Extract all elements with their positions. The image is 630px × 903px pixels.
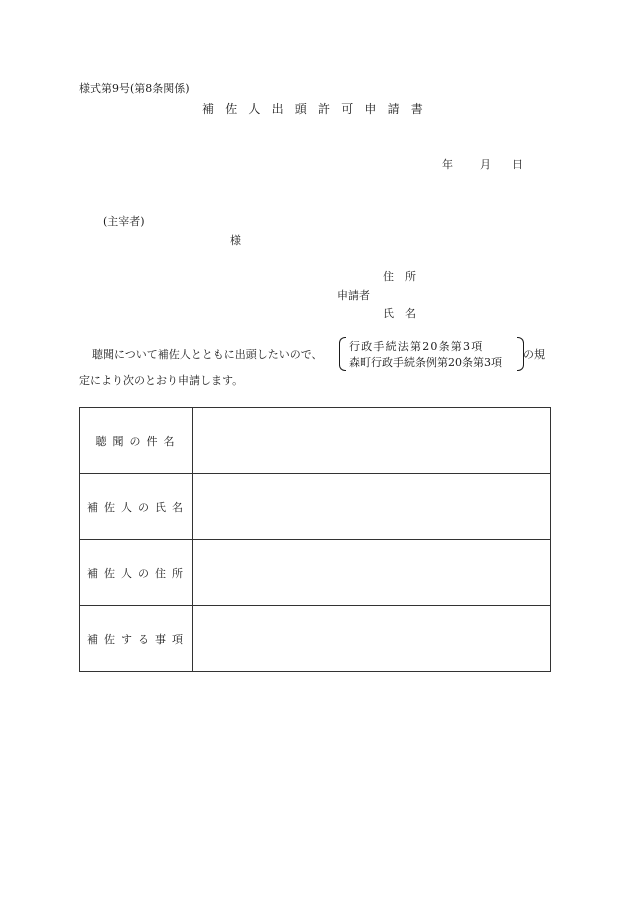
table-row (80, 540, 551, 606)
law-option-1: 行政手続法第20条第3項 (349, 340, 484, 353)
table-row (80, 408, 551, 474)
law-option-2: 森町行政手続条例第20条第3項 (349, 356, 502, 369)
organizer-label: (主宰者) (103, 215, 145, 228)
field-assistance-matters[interactable] (193, 606, 551, 672)
row-label-hearing-subject: 聴聞の件名 (80, 408, 193, 474)
date-day-label: 日 (512, 158, 523, 171)
row-label-assistant-address: 補佐人の住所 (80, 540, 193, 606)
field-assistant-address[interactable] (193, 540, 551, 606)
body-text-tail: の規 (523, 348, 545, 361)
field-hearing-subject[interactable] (193, 408, 551, 474)
date-month-label: 月 (480, 158, 491, 171)
applicant-label: 申請者 (337, 289, 370, 302)
date-year-label: 年 (442, 158, 453, 171)
field-assistant-name[interactable] (193, 474, 551, 540)
row-label-assistant-name: 補佐人の氏名 (80, 474, 193, 540)
application-table (79, 407, 551, 672)
table-row (80, 606, 551, 672)
row-label-assistance-matters: 補佐する事項 (80, 606, 193, 672)
body-text-line2: 定により次のとおり申請します。 (79, 374, 244, 387)
left-bracket (339, 337, 346, 371)
applicant-name-label: 氏 名 (383, 307, 416, 320)
honorific-label: 様 (230, 234, 241, 247)
applicant-address-label: 住 所 (383, 270, 416, 283)
table-row (80, 474, 551, 540)
form-number: 様式第9号(第8条関係) (79, 82, 190, 95)
page-title: 補佐人出頭許可申請書 (202, 102, 435, 116)
law-reference-bracket (339, 337, 524, 371)
body-text-line1: 聴聞について補佐人とともに出頭したいので、 (92, 348, 323, 361)
